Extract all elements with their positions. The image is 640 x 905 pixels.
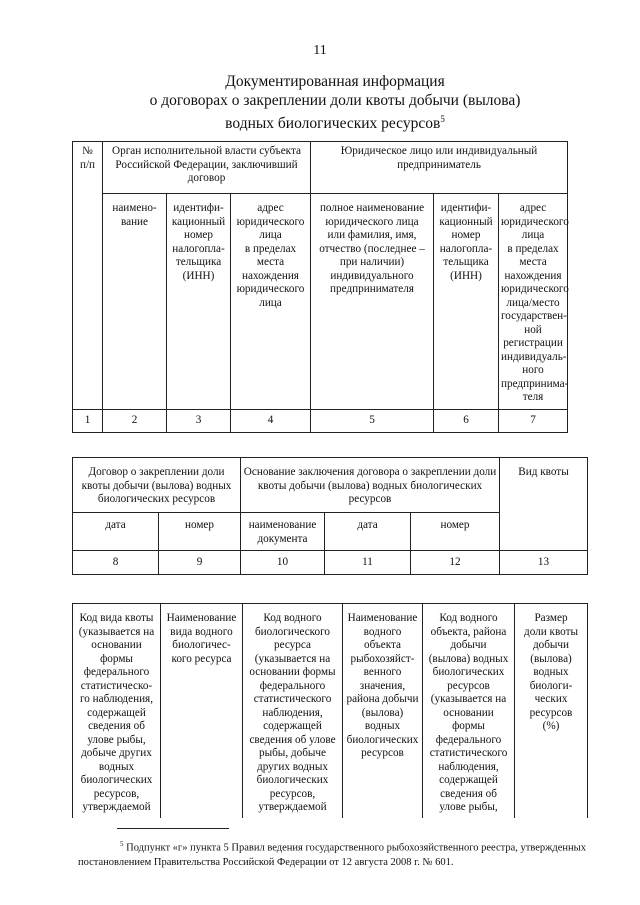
column-number: 10 xyxy=(241,551,325,575)
table-legal-entities xyxy=(72,141,568,433)
column-number: 2 xyxy=(103,410,167,433)
column-number: 5 xyxy=(311,410,434,433)
column-number: 12 xyxy=(411,551,500,575)
header-quota-type: Вид квоты xyxy=(500,458,588,551)
header-entity-inn: идентифи- кационный номер налогопла- тельщика (ИНН) xyxy=(434,194,499,410)
header-basis-date: дата xyxy=(325,513,411,551)
table-contract xyxy=(72,457,588,575)
header-quota-share: Размер доли квоты добычи (вылова) водных биологи- ческих ресурсов (%) xyxy=(515,604,588,818)
header-authority-address: адрес юридического лица в пределах места нахождения юридического лица xyxy=(231,194,311,410)
header-entity-address: адрес юридического лица в пределах места нахождения юридического лица/место государствен- ной регистрации индивидуаль- ного предпринима- теля xyxy=(499,194,568,410)
header-contract: Договор о закреплении доли квоты добычи (вылова) водных биологических ресурсов xyxy=(73,458,241,513)
header-authority-name: наимено- вание xyxy=(103,194,167,410)
document-title xyxy=(80,72,590,133)
table-row-column-numbers xyxy=(73,410,568,433)
header-authority: Орган исполнительной власти субъекта Российской Федерации, заключивший договор xyxy=(103,142,311,194)
title-line-1: Документированная информация xyxy=(225,73,445,90)
column-number: 7 xyxy=(499,410,568,433)
column-number: 9 xyxy=(159,551,241,575)
column-number: 11 xyxy=(325,551,411,575)
table-quota-details xyxy=(72,603,588,818)
header-species-name: Наименование вида водного биологичес- кого ресурса xyxy=(161,604,243,818)
header-entity-name: полное наименование юридического лица или фамилия, имя, отчество (последнее – при наличии) индивидуального предпринимателя xyxy=(311,194,434,410)
header-basis: Основание заключения договора о закреплении доли квоты добычи (вылова) водных биологических ресурсов xyxy=(241,458,500,513)
header-quota-type-code: Код вида квоты (указывается на основании формы федерального статистическо- го наблюдения, содержащей сведения об улове рыбы, добыче других водных биологических ресурсов, утверждаемой xyxy=(73,604,161,818)
footnote xyxy=(78,837,603,870)
header-water-body-name: Наименование водного объекта рыбохозяйст- венного значения, района добычи (вылова) водных биологических ресурсов xyxy=(343,604,423,818)
column-number: 1 xyxy=(73,410,103,433)
header-authority-inn: идентифи- кационный номер налогопла- тельщика (ИНН) xyxy=(167,194,231,410)
column-number: 8 xyxy=(73,551,159,575)
header-species-code: Код водного биологического ресурса (указывается на основании формы федерального статистического наблюдения, содержащей сведения об улове рыбы, добыче других водных биологических ресурсов, утверждаемой xyxy=(243,604,343,818)
title-line-2: о договорах о закреплении доли квоты добычи (вылова) xyxy=(149,92,521,109)
table-row-column-numbers xyxy=(73,551,588,575)
footnote-mark: 5 xyxy=(120,840,124,848)
header-legal-entity: Юридическое лицо или индивидуальный предприниматель xyxy=(311,142,568,194)
column-number: 6 xyxy=(434,410,499,433)
footnote-divider xyxy=(117,828,229,829)
column-number: 13 xyxy=(500,551,588,575)
page-number: 11 xyxy=(313,43,327,58)
title-line-3: водных биологических ресурсов$^5$ xyxy=(225,114,445,133)
footnote-line-2: постановлением Правительства Российской Федерации от 12 августа 2008 г. № 601. xyxy=(78,856,454,868)
footnote-marker: 5 xyxy=(440,114,445,124)
header-water-body-code: Код водного объекта, района добычи (вылова) водных биологических ресурсов (указывается на основании формы федерального статистического наблюдения, содержащей сведения об улове рыбы, xyxy=(423,604,515,818)
header-contract-number: номер xyxy=(159,513,241,551)
header-contract-date: дата xyxy=(73,513,159,551)
column-number: 3 xyxy=(167,410,231,433)
footnote-line-1: Подпункт «г» пункта 5 Правил ведения государственного рыбохозяйственного реестра, утвержденных xyxy=(123,842,586,854)
header-document-name: наименование документа xyxy=(241,513,325,551)
header-row-number: № п/п xyxy=(73,142,103,410)
header-basis-number: номер xyxy=(411,513,500,551)
column-number: 4 xyxy=(231,410,311,433)
